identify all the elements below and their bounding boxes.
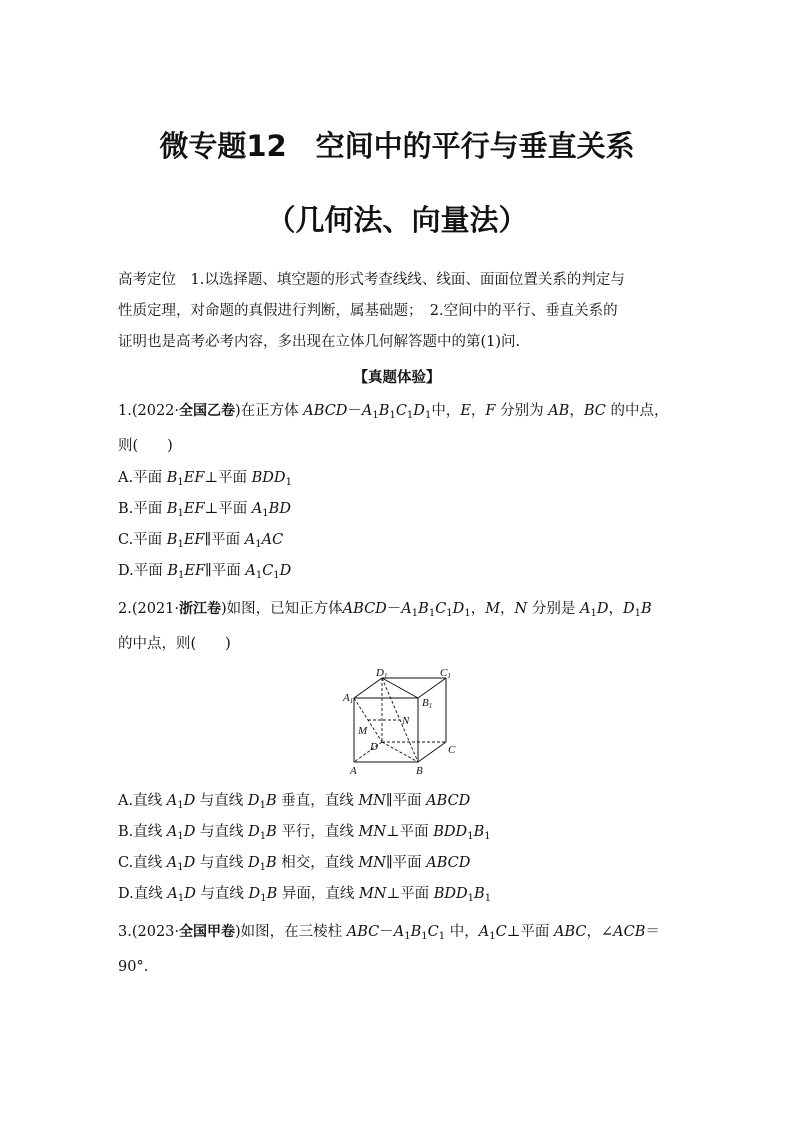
label-d1: D1 <box>376 667 388 680</box>
label-a: A <box>350 765 357 777</box>
q3-stem-line-1: 3.(2023·全国甲卷)如图，在三棱柱 $ABC-A_1B_1C_1$ 中，$A_1C\perp$平面 ABC，∠ACB＝ <box>118 924 660 942</box>
label-c: C <box>448 744 456 756</box>
q2-option-a: A.直线 $A_1D$ 与直线 $D_1B$ 垂直，直线 MN∥平面 ABCD <box>118 793 471 811</box>
q2-option-b: B.直线 $A_1D$ 与直线 $D_1B$ 平行，直线 MN⊥平面 $BDD_1B_1$ <box>118 824 491 842</box>
q1-option-d: D.平面 $B_1EF\parallel$平面 $A_1C_1D$ <box>118 563 292 581</box>
label-c1: C1 <box>440 667 451 680</box>
q2-number: 2.(2021· <box>118 601 180 617</box>
label-m: M <box>358 725 368 737</box>
q2-option-d: D.直线 $A_1D$ 与直线 $D_1B$ 异面，直线 MN⊥平面 $BDD_1B_1$ <box>118 886 492 904</box>
q2-text-a: )如图，已知正方体 <box>221 601 343 617</box>
page-subtitle: （几何法、向量法） <box>266 203 528 237</box>
page-title: 微专题12 空间中的平行与垂直关系 <box>159 129 635 163</box>
label-b1: B1 <box>422 697 433 710</box>
q1-stem-line-2: 则( ) <box>118 438 173 454</box>
label-d: D <box>370 741 378 753</box>
intro-line-3: 证明也是高考必考内容，多出现在立体几何解答题中的第(1)问. <box>118 334 521 350</box>
section-heading: 【真题体验】 <box>353 369 441 386</box>
intro-line-2: 性质定理，对命题的真假进行判断，属基础题； 2.空间中的平行、垂直关系的 <box>118 303 618 319</box>
intro-line-1: 高考定位 1.以选择题、填空题的形式考查线线、线面、面面位置关系的判定与 <box>118 272 625 288</box>
q3-number: 3.(2023· <box>118 924 180 940</box>
q1-option-a: A.平面 $B_1EF\perp$平面 $BDD_1$ <box>118 470 292 488</box>
q2-option-c: C.直线 $A_1D$ 与直线 $D_1B$ 相交，直线 MN∥平面 ABCD <box>118 855 471 873</box>
q1-option-b: B.平面 $B_1EF\perp$平面 $A_1BD$ <box>118 501 291 519</box>
q3-stem-line-2: 90°. <box>118 959 149 975</box>
label-n: N <box>402 715 410 727</box>
q1-cube: $ABCD-A_1B_1C_1D_1$ <box>303 403 432 421</box>
q1-source: 全国乙卷 <box>179 403 236 419</box>
cube-figure <box>340 666 460 778</box>
q1-text-a: )在正方体 <box>235 403 299 419</box>
q1-stem-line-1: 1.(2022·全国乙卷)在正方体 $ABCD-A_1B_1C_1D_1$中，E，F 分别为 AB，BC 的中点， <box>118 403 669 421</box>
q2-stem-line-1: 2.(2021·浙江卷)如图，已知正方体$ABCD-A_1B_1C_1D_1$，M，N 分别是 $A_1D$，$D_1B$ <box>118 601 652 619</box>
q1-number: 1.(2022· <box>118 403 180 419</box>
label-b: B <box>416 765 423 777</box>
q2-stem-line-2: 的中点，则( ) <box>118 636 231 652</box>
q3-source: 全国甲卷 <box>179 924 236 940</box>
q1-option-c: C.平面 $B_1EF\parallel$平面 $A_1AC$ <box>118 532 284 550</box>
label-a1: A1 <box>343 692 354 705</box>
q2-source: 浙江卷 <box>179 601 222 617</box>
